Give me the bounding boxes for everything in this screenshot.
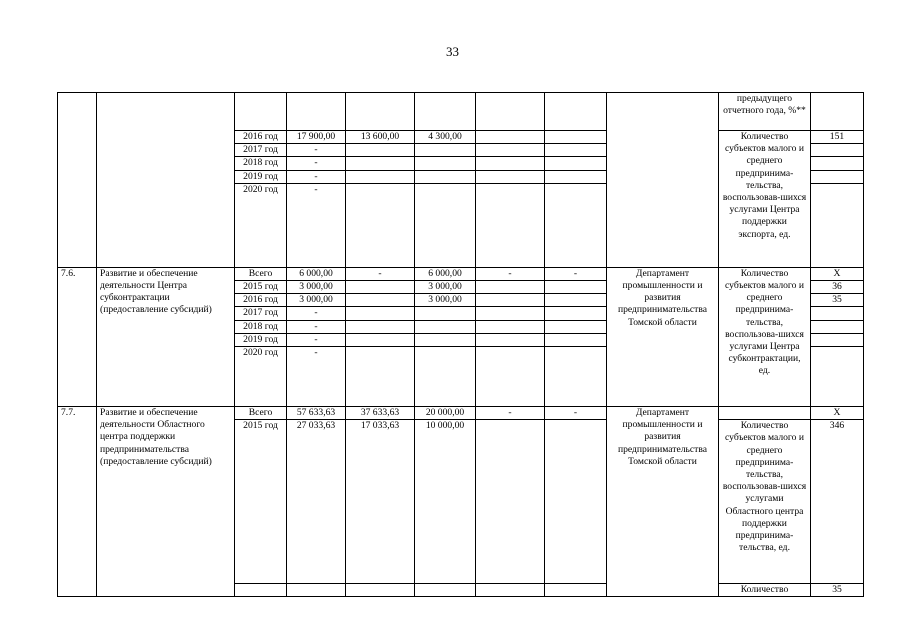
row-number-cell bbox=[58, 93, 97, 268]
indicator-value-cell: X bbox=[811, 267, 864, 280]
activity-name-cell bbox=[97, 93, 235, 268]
year-cell: 2015 год bbox=[235, 420, 287, 584]
regional-budget-cell: 6 000,00 bbox=[415, 267, 476, 280]
indicator-name-cell: Количество субъектов малого и среднего предпринима-тельства, воспользовав-шихся услугами Областного центра поддержки предпринима-тельства, ед. bbox=[719, 420, 811, 584]
federal-budget-cell: 17 033,63 bbox=[346, 420, 415, 584]
total-cell: - bbox=[287, 144, 346, 157]
year-cell: 2020 год bbox=[235, 183, 287, 267]
next-indicator-value-cell: 35 bbox=[811, 584, 864, 597]
year-cell: 2019 год bbox=[235, 333, 287, 346]
year-cell: 2019 год bbox=[235, 170, 287, 183]
regional-budget-cell: 3 000,00 bbox=[415, 294, 476, 307]
total-cell: - bbox=[287, 307, 346, 320]
executor-cell: Департамент промышленности и развития предпринимательства Томской области bbox=[607, 407, 719, 597]
regional-budget-cell: 3 000,00 bbox=[415, 281, 476, 294]
next-indicator-name-cell: Количество bbox=[719, 584, 811, 597]
regional-budget-cell: 10 000,00 bbox=[415, 420, 476, 584]
local-budget-cell: - bbox=[476, 267, 545, 280]
indicator-name-cell: Количество субъектов малого и среднего предпринима-тельства, воспользовав-шихся услугами Центра поддержки экспорта, ед. bbox=[719, 131, 811, 268]
year-cell: 2017 год bbox=[235, 307, 287, 320]
year-cell: 2016 год bbox=[235, 131, 287, 144]
executor-cell: Департамент промышленности и развития предпринимательства Томской области bbox=[607, 267, 719, 406]
regional-budget-cell: 4 300,00 bbox=[415, 131, 476, 144]
total-cell: - bbox=[287, 183, 346, 267]
total-cell: 57 633,63 bbox=[287, 407, 346, 420]
row-number-cell: 7.6. bbox=[58, 267, 97, 406]
activity-name-cell: Развитие и обеспечение деятельности Центра субконтрактации (предоставление субсидий) bbox=[97, 267, 235, 406]
total-cell: - bbox=[287, 347, 346, 407]
indicator-value-cell: 36 bbox=[811, 281, 864, 294]
total-cell: - bbox=[287, 333, 346, 346]
indicator-name-cell: Количество субъектов малого и среднего предпринима-тельства, воспользова-шихся услугами Центра субконтрактации, ед. bbox=[719, 267, 811, 406]
indicator-value-cell: 35 bbox=[811, 294, 864, 307]
other-sources-cell: - bbox=[545, 267, 607, 280]
total-cell: - bbox=[287, 320, 346, 333]
total-cell: - bbox=[287, 170, 346, 183]
indicator-name-continued: предыдущего отчетного года, %** bbox=[719, 93, 811, 131]
year-cell: 2016 год bbox=[235, 294, 287, 307]
other-sources-cell: - bbox=[545, 407, 607, 420]
year-cell: Всего bbox=[235, 267, 287, 280]
indicator-value-cell: 346 bbox=[811, 420, 864, 584]
year-cell: 2018 год bbox=[235, 157, 287, 170]
page-number: 33 bbox=[446, 44, 459, 59]
row-number-cell: 7.7. bbox=[58, 407, 97, 597]
program-activities-table bbox=[57, 92, 864, 597]
year-cell: Всего bbox=[235, 407, 287, 420]
total-cell: 3 000,00 bbox=[287, 294, 346, 307]
year-cell: 2018 год bbox=[235, 320, 287, 333]
total-cell: 6 000,00 bbox=[287, 267, 346, 280]
federal-budget-cell: 13 600,00 bbox=[346, 131, 415, 144]
activity-name-cell: Развитие и обеспечение деятельности Областного центра поддержки предпринимательства (предоставление субсидий) bbox=[97, 407, 235, 597]
total-cell: 17 900,00 bbox=[287, 131, 346, 144]
federal-budget-cell: - bbox=[346, 267, 415, 280]
year-cell: 2020 год bbox=[235, 347, 287, 407]
year-cell: 2017 год bbox=[235, 144, 287, 157]
regional-budget-cell: 20 000,00 bbox=[415, 407, 476, 420]
total-cell: 3 000,00 bbox=[287, 281, 346, 294]
total-cell: 27 033,63 bbox=[287, 420, 346, 584]
executor-cell bbox=[607, 93, 719, 268]
local-budget-cell: - bbox=[476, 407, 545, 420]
indicator-value-cell: X bbox=[811, 407, 864, 420]
year-cell: 2015 год bbox=[235, 281, 287, 294]
indicator-value-cell: 151 bbox=[811, 131, 864, 144]
federal-budget-cell: 37 633,63 bbox=[346, 407, 415, 420]
total-cell: - bbox=[287, 157, 346, 170]
